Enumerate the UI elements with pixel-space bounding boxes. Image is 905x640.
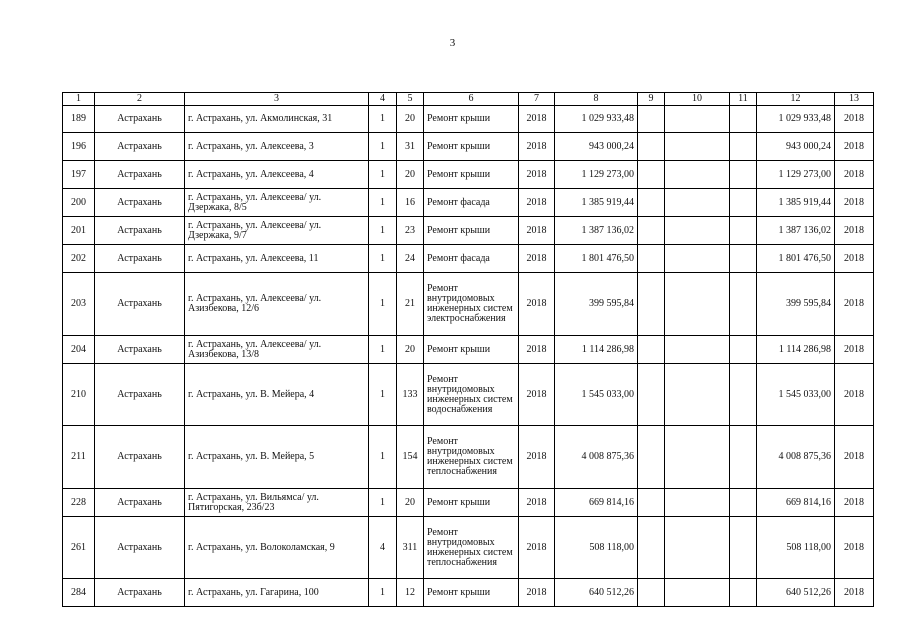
column-5-cell: 311: [397, 517, 424, 579]
cost-cell: 1 029 933,48: [555, 106, 638, 133]
address-cell: г. Астрахань, ул. Алексеева/ ул. Дзержака, 9/7: [185, 217, 369, 245]
address-cell: г. Астрахань, ул. Алексеева, 11: [185, 245, 369, 273]
row-id-cell: 203: [63, 273, 95, 336]
column-5-cell: 31: [397, 133, 424, 161]
total-cost-cell: 1 114 286,98: [757, 336, 835, 364]
work-type-cell: Ремонт крыши: [424, 489, 519, 517]
city-cell: Астрахань: [95, 489, 185, 517]
end-year-cell: 2018: [835, 189, 874, 217]
column-number-header: 5: [397, 93, 424, 106]
column-4-cell: 1: [369, 273, 397, 336]
city-cell: Астрахань: [95, 364, 185, 426]
column-9-cell: [638, 106, 665, 133]
column-11-cell: [730, 245, 757, 273]
page-number: 3: [449, 37, 456, 49]
work-type-cell: Ремонт внутридомовых инженерных систем водоснабжения: [424, 364, 519, 426]
work-type-cell: Ремонт фасада: [424, 245, 519, 273]
work-type-cell: Ремонт крыши: [424, 217, 519, 245]
city-cell: Астрахань: [95, 189, 185, 217]
column-10-cell: [665, 489, 730, 517]
total-cost-cell: 1 129 273,00: [757, 161, 835, 189]
column-4-cell: 1: [369, 364, 397, 426]
total-cost-cell: 1 801 476,50: [757, 245, 835, 273]
address-cell: г. Астрахань, ул. Алексеева/ ул. Дзержака, 8/5: [185, 189, 369, 217]
row-id-cell: 261: [63, 517, 95, 579]
column-number-header: 13: [835, 93, 874, 106]
column-9-cell: [638, 364, 665, 426]
column-10-cell: [665, 189, 730, 217]
total-cost-cell: 943 000,24: [757, 133, 835, 161]
year-cell: 2018: [519, 189, 555, 217]
column-10-cell: [665, 217, 730, 245]
work-type-cell: Ремонт внутридомовых инженерных систем теплоснабжения: [424, 517, 519, 579]
column-9-cell: [638, 161, 665, 189]
column-4-cell: 1: [369, 336, 397, 364]
column-5-cell: 16: [397, 189, 424, 217]
header-row: [63, 93, 874, 106]
column-number-header: 8: [555, 93, 638, 106]
column-4-cell: 1: [369, 189, 397, 217]
column-11-cell: [730, 189, 757, 217]
year-cell: 2018: [519, 336, 555, 364]
column-5-cell: 21: [397, 273, 424, 336]
end-year-cell: 2018: [835, 106, 874, 133]
column-4-cell: 1: [369, 133, 397, 161]
row-id-cell: 204: [63, 336, 95, 364]
city-cell: Астрахань: [95, 273, 185, 336]
column-9-cell: [638, 426, 665, 489]
work-type-cell: Ремонт фасада: [424, 189, 519, 217]
address-cell: г. Астрахань, ул. Акмолинская, 31: [185, 106, 369, 133]
city-cell: Астрахань: [95, 336, 185, 364]
column-9-cell: [638, 245, 665, 273]
year-cell: 2018: [519, 245, 555, 273]
column-10-cell: [665, 106, 730, 133]
cost-cell: 1 129 273,00: [555, 161, 638, 189]
end-year-cell: 2018: [835, 133, 874, 161]
table-row: [63, 161, 874, 189]
column-number-header: 6: [424, 93, 519, 106]
column-10-cell: [665, 579, 730, 607]
end-year-cell: 2018: [835, 273, 874, 336]
column-number-header: 4: [369, 93, 397, 106]
total-cost-cell: 640 512,26: [757, 579, 835, 607]
address-cell: г. Астрахань, ул. В. Мейера, 5: [185, 426, 369, 489]
table-row: [63, 273, 874, 336]
city-cell: Астрахань: [95, 106, 185, 133]
year-cell: 2018: [519, 426, 555, 489]
end-year-cell: 2018: [835, 161, 874, 189]
address-cell: г. Астрахань, ул. Алексеева/ ул. Азизбекова, 13/8: [185, 336, 369, 364]
year-cell: 2018: [519, 579, 555, 607]
address-cell: г. Астрахань, ул. Гагарина, 100: [185, 579, 369, 607]
cost-cell: 669 814,16: [555, 489, 638, 517]
column-9-cell: [638, 489, 665, 517]
column-11-cell: [730, 161, 757, 189]
table-row: [63, 217, 874, 245]
work-type-cell: Ремонт крыши: [424, 133, 519, 161]
column-4-cell: 4: [369, 517, 397, 579]
cost-cell: 943 000,24: [555, 133, 638, 161]
end-year-cell: 2018: [835, 364, 874, 426]
end-year-cell: 2018: [835, 489, 874, 517]
column-5-cell: 23: [397, 217, 424, 245]
cost-cell: 1 545 033,00: [555, 364, 638, 426]
address-cell: г. Астрахань, ул. Алексеева, 3: [185, 133, 369, 161]
table-row: [63, 189, 874, 217]
end-year-cell: 2018: [835, 217, 874, 245]
year-cell: 2018: [519, 106, 555, 133]
work-type-cell: Ремонт крыши: [424, 336, 519, 364]
column-9-cell: [638, 273, 665, 336]
total-cost-cell: 1 545 033,00: [757, 364, 835, 426]
cost-cell: 399 595,84: [555, 273, 638, 336]
column-11-cell: [730, 106, 757, 133]
row-id-cell: 210: [63, 364, 95, 426]
year-cell: 2018: [519, 217, 555, 245]
year-cell: 2018: [519, 133, 555, 161]
column-9-cell: [638, 217, 665, 245]
year-cell: 2018: [519, 273, 555, 336]
column-5-cell: 20: [397, 336, 424, 364]
column-number-header: 9: [638, 93, 665, 106]
cost-cell: 1 801 476,50: [555, 245, 638, 273]
total-cost-cell: 508 118,00: [757, 517, 835, 579]
column-4-cell: 1: [369, 579, 397, 607]
column-5-cell: 133: [397, 364, 424, 426]
row-id-cell: 189: [63, 106, 95, 133]
work-type-cell: Ремонт внутридомовых инженерных систем электроснабжения: [424, 273, 519, 336]
year-cell: 2018: [519, 161, 555, 189]
column-11-cell: [730, 336, 757, 364]
column-11-cell: [730, 273, 757, 336]
end-year-cell: 2018: [835, 336, 874, 364]
column-5-cell: 20: [397, 106, 424, 133]
work-type-cell: Ремонт крыши: [424, 579, 519, 607]
column-number-header: 10: [665, 93, 730, 106]
address-cell: г. Астрахань, ул. Алексеева, 4: [185, 161, 369, 189]
column-10-cell: [665, 517, 730, 579]
column-11-cell: [730, 426, 757, 489]
total-cost-cell: 399 595,84: [757, 273, 835, 336]
row-id-cell: 196: [63, 133, 95, 161]
address-cell: г. Астрахань, ул. Алексеева/ ул. Азизбекова, 12/6: [185, 273, 369, 336]
column-10-cell: [665, 133, 730, 161]
total-cost-cell: 4 008 875,36: [757, 426, 835, 489]
address-cell: г. Астрахань, ул. Волоколамская, 9: [185, 517, 369, 579]
row-id-cell: 197: [63, 161, 95, 189]
total-cost-cell: 1 385 919,44: [757, 189, 835, 217]
column-5-cell: 154: [397, 426, 424, 489]
table-row: [63, 133, 874, 161]
column-5-cell: 12: [397, 579, 424, 607]
column-number-header: 12: [757, 93, 835, 106]
city-cell: Астрахань: [95, 579, 185, 607]
row-id-cell: 200: [63, 189, 95, 217]
column-11-cell: [730, 217, 757, 245]
column-11-cell: [730, 489, 757, 517]
column-number-header: 11: [730, 93, 757, 106]
cost-cell: 1 114 286,98: [555, 336, 638, 364]
city-cell: Астрахань: [95, 133, 185, 161]
table-row: [63, 426, 874, 489]
column-5-cell: 20: [397, 489, 424, 517]
column-11-cell: [730, 517, 757, 579]
end-year-cell: 2018: [835, 579, 874, 607]
column-10-cell: [665, 161, 730, 189]
row-id-cell: 284: [63, 579, 95, 607]
column-number-header: 2: [95, 93, 185, 106]
city-cell: Астрахань: [95, 161, 185, 189]
work-type-cell: Ремонт крыши: [424, 106, 519, 133]
column-number-header: 7: [519, 93, 555, 106]
row-id-cell: 211: [63, 426, 95, 489]
column-4-cell: 1: [369, 426, 397, 489]
table-row: [63, 106, 874, 133]
column-10-cell: [665, 426, 730, 489]
column-9-cell: [638, 579, 665, 607]
row-id-cell: 228: [63, 489, 95, 517]
year-cell: 2018: [519, 517, 555, 579]
total-cost-cell: 1 029 933,48: [757, 106, 835, 133]
cost-cell: 1 387 136,02: [555, 217, 638, 245]
city-cell: Астрахань: [95, 426, 185, 489]
column-11-cell: [730, 364, 757, 426]
table-row: [63, 517, 874, 579]
column-number-header: 3: [185, 93, 369, 106]
row-id-cell: 202: [63, 245, 95, 273]
year-cell: 2018: [519, 364, 555, 426]
column-9-cell: [638, 336, 665, 364]
column-number-header: 1: [63, 93, 95, 106]
work-type-cell: Ремонт внутридомовых инженерных систем теплоснабжения: [424, 426, 519, 489]
table-row: [63, 364, 874, 426]
column-10-cell: [665, 245, 730, 273]
table-row: [63, 336, 874, 364]
column-9-cell: [638, 189, 665, 217]
column-4-cell: 1: [369, 245, 397, 273]
city-cell: Астрахань: [95, 217, 185, 245]
address-cell: г. Астрахань, ул. Вильямса/ ул. Пятигорская, 23б/23: [185, 489, 369, 517]
column-5-cell: 20: [397, 161, 424, 189]
table-row: [63, 245, 874, 273]
end-year-cell: 2018: [835, 245, 874, 273]
address-cell: г. Астрахань, ул. В. Мейера, 4: [185, 364, 369, 426]
column-5-cell: 24: [397, 245, 424, 273]
cost-cell: 4 008 875,36: [555, 426, 638, 489]
column-10-cell: [665, 364, 730, 426]
end-year-cell: 2018: [835, 426, 874, 489]
column-9-cell: [638, 133, 665, 161]
cost-cell: 640 512,26: [555, 579, 638, 607]
column-4-cell: 1: [369, 217, 397, 245]
cost-cell: 1 385 919,44: [555, 189, 638, 217]
column-4-cell: 1: [369, 161, 397, 189]
city-cell: Астрахань: [95, 517, 185, 579]
repair-program-table: [62, 92, 874, 607]
total-cost-cell: 1 387 136,02: [757, 217, 835, 245]
work-type-cell: Ремонт крыши: [424, 161, 519, 189]
end-year-cell: 2018: [835, 517, 874, 579]
column-11-cell: [730, 579, 757, 607]
total-cost-cell: 669 814,16: [757, 489, 835, 517]
table-row: [63, 489, 874, 517]
column-4-cell: 1: [369, 489, 397, 517]
row-id-cell: 201: [63, 217, 95, 245]
column-10-cell: [665, 273, 730, 336]
cost-cell: 508 118,00: [555, 517, 638, 579]
column-9-cell: [638, 517, 665, 579]
city-cell: Астрахань: [95, 245, 185, 273]
column-4-cell: 1: [369, 106, 397, 133]
year-cell: 2018: [519, 489, 555, 517]
table-row: [63, 579, 874, 607]
column-10-cell: [665, 336, 730, 364]
column-11-cell: [730, 133, 757, 161]
